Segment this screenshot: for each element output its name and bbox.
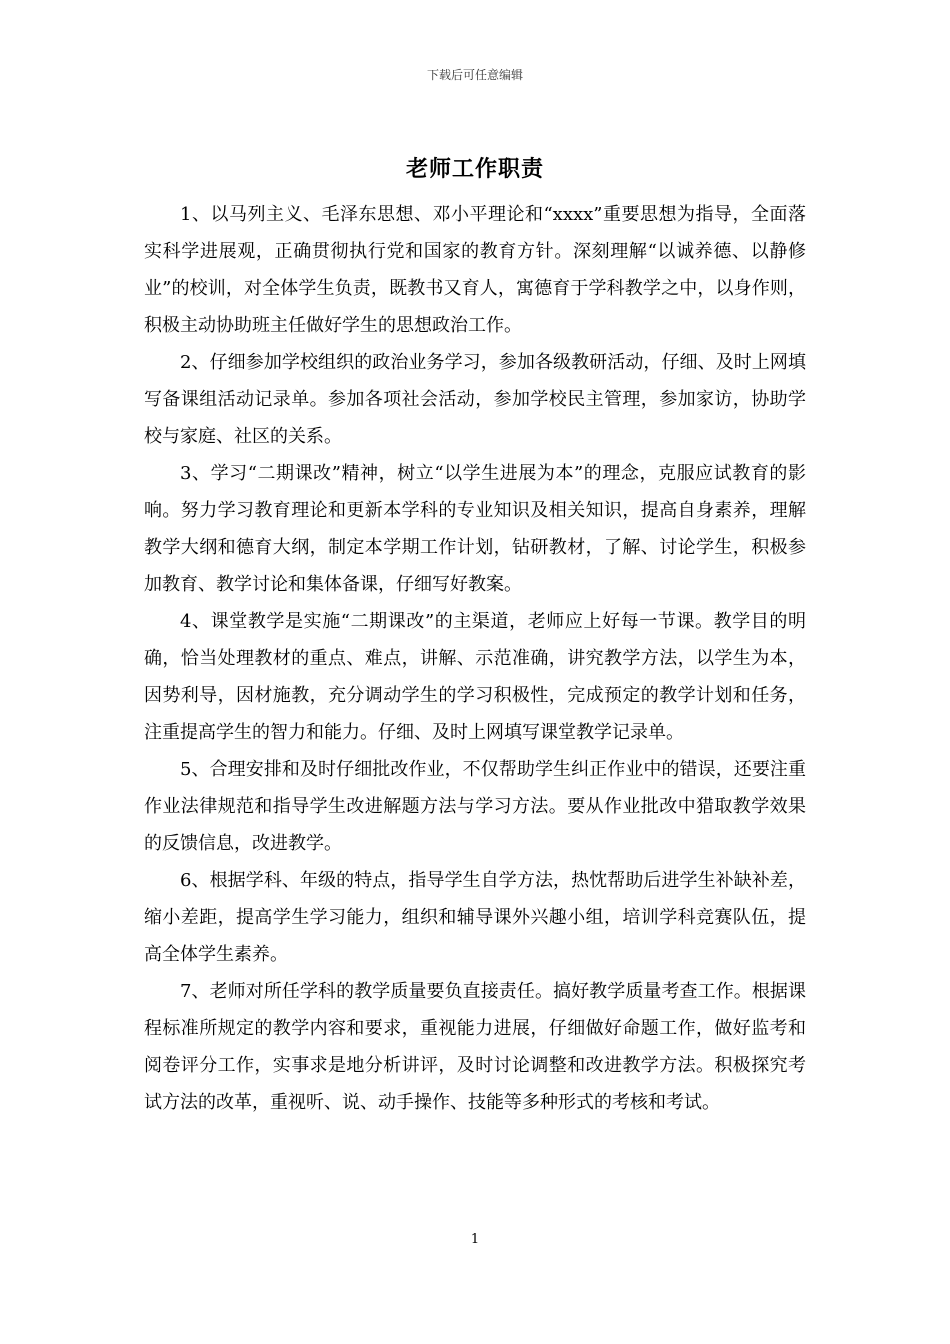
paragraph-4: 4、课堂教学是实施“二期课改”的主渠道，老师应上好每一节课。教学目的明确，恰当处理教材的重点、难点，讲解、示范准确，讲究教学方法，以学生为本，因势利导，因材施教，充分调动学生的学习积极性，完成预定的教学计划和任务，注重提高学生的智力和能力。仔细、及时上网填写课堂教学记录单。 [144,611,806,743]
paragraph-5: 5、合理安排和及时仔细批改作业，不仅帮助学生纠正作业中的错误，还要注重作业法律规范和指导学生改进解题方法与学习方法。要从作业批改中猎取教学效果的反馈信息，改进教学。 [144,759,806,854]
document-title: 老师工作职责 [405,157,544,182]
paragraph-1: 1、以马列主义、毛泽东思想、邓小平理论和“xxxx”重要思想为指导，全面落实科学进展观，正确贯彻执行党和国家的教育方针。深刻理解“以诚养德、以静修业”的校训，对全体学生负责，既教书又育人，寓德育于学科教学之中，以身作则，积极主动协助班主任做好学生的思想政治工作。 [144,204,806,336]
paragraph-3: 3、学习“二期课改”精神，树立“以学生进展为本”的理念，克服应试教育的影响。努力学习教育理论和更新本学科的专业知识及相关知识，提高自身素养，理解教学大纲和德育大纲，制定本学期工作计划，钻研教材，了解、讨论学生，积极参加教育、教学讨论和集体备课，仔细写好教案。 [144,463,806,595]
document-body [144,196,806,1121]
page-number: 1 [470,1232,480,1247]
paragraph-2: 2、仔细参加学校组织的政治业务学习，参加各级教研活动，仔细、及时上网填写备课组活动记录单。参加各项社会活动，参加学校民主管理，参加家访，协助学校与家庭、社区的关系。 [144,352,806,447]
paragraph-7: 7、老师对所任学科的教学质量要负直接责任。搞好教学质量考查工作。根据课程标准所规定的教学内容和要求，重视能力进展，仔细做好命题工作，做好监考和阅卷评分工作，实事求是地分析讲评，及时讨论调整和改进教学方法。积极探究考试方法的改革，重视听、说、动手操作、技能等多种形式的考核和考试。 [144,981,806,1113]
paragraph-6: 6、根据学科、年级的特点，指导学生自学方法，热忱帮助后进学生补缺补差，缩小差距，提高学生学习能力，组织和辅导课外兴趣小组，培训学科竞赛队伍，提高全体学生素养。 [144,870,806,965]
header-note: 下载后可任意编辑 [426,68,523,82]
